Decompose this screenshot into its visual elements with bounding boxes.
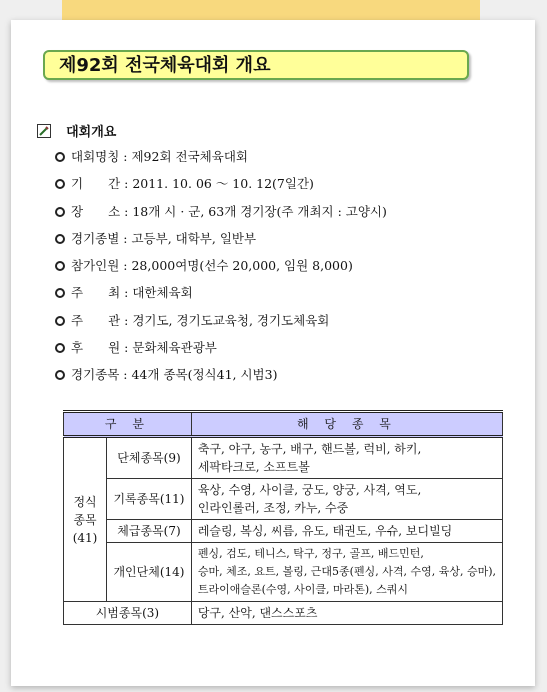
edit-icon [37,124,51,138]
events-cell [191,437,502,479]
list-item: 참가인원 : 28,000여명(선수 20,000, 임원 8,000) [55,257,387,284]
item-value: 제92회 전국체육대회 [131,149,248,164]
item-label: 주 관 [71,312,121,328]
item-label: 참가인원 [71,258,120,274]
circle-bullet-icon [55,234,65,244]
section-title: 대회개요 [66,125,117,140]
circle-bullet-icon [55,316,65,326]
category-cell: 체급종목(7) [107,520,192,543]
events-line: 승마, 체조, 요트, 볼링, 근대5종(펜싱, 사격, 수영, 육상, 승마), [197,565,496,578]
official-group-cell [64,437,107,602]
list-item: 대회명칭 : 제92회 전국체육대회 [55,148,387,175]
events-line: 트라이애슬론(수영, 사이클, 마라톤), 스쿼시 [197,583,409,596]
events-cell [191,479,502,520]
events-line: 인라인롤러, 조정, 카누, 수중 [197,501,349,515]
list-item: 후 원 : 문화체육관광부 [55,339,387,366]
events-cell [191,520,502,543]
overview-list [55,148,387,394]
list-item: 경기종별 : 고등부, 대학부, 일반부 [55,230,387,257]
table-row [64,543,503,602]
item-value: 2011. 10. 06 ～ 10. 12(7일간) [132,176,314,192]
item-value: 18개 시 · 군, 63개 경기장(주 개최지 : 고양시) [132,203,387,219]
item-label: 기 간 [71,176,121,192]
table-row [64,479,503,520]
category-cell: 기록종목(11) [107,479,192,520]
title-banner [43,50,469,80]
item-label: 대회명칭 [71,149,120,164]
events-line: 펜싱, 검도, 테니스, 탁구, 정구, 골프, 배드민턴, [197,547,424,560]
list-item: 주 관 : 경기도, 경기도교육청, 경기도체육회 [55,312,387,339]
circle-bullet-icon [55,288,65,298]
item-value: 문화체육관광부 [132,340,217,356]
events-line: 세팍타크로, 소프트볼 [197,460,310,474]
item-value: 경기도, 경기도교육청, 경기도체육회 [132,312,330,328]
item-label: 경기종목 [71,367,120,383]
item-value: 대한체육회 [132,285,193,301]
list-item: 기 간 : 2011. 10. 06 ～ 10. 12(7일간) [55,175,387,202]
category-cell: 단체종목(9) [107,437,192,479]
events-line: 레슬링, 복싱, 씨름, 유도, 태권도, 우슈, 보디빌딩 [197,524,453,538]
official-group-label: 정식종목 [73,494,97,527]
circle-bullet-icon [55,261,65,271]
item-value: 44개 종목(정식41, 시범3) [131,367,278,383]
events-line: 축구, 야구, 농구, 배구, 핸드볼, 럭비, 하키, [197,442,422,456]
table-row [64,437,503,479]
item-label: 경기종별 [71,230,120,246]
item-label: 주 최 [71,285,121,301]
list-item: 경기종목 : 44개 종목(정식41, 시범3) [55,366,387,393]
table-row [64,520,503,543]
section-header [37,120,116,138]
table-row [64,602,503,625]
table-header-row [64,412,503,437]
page-title: 제92회 전국체육대회 개요 [59,55,271,76]
item-value: 28,000여명(선수 20,000, 임원 8,000) [131,258,353,274]
item-label: 장 소 [71,203,121,219]
item-label: 후 원 [71,340,121,356]
official-group-count: (41) [72,530,98,545]
demo-category-cell: 시범종목(3) [64,602,192,625]
header-division: 구 분 [64,412,192,437]
events-table [63,410,503,625]
events-line: 육상, 수영, 사이클, 궁도, 양궁, 사격, 역도, [197,483,422,497]
circle-bullet-icon [55,370,65,380]
demo-events-cell: 당구, 산악, 댄스스포츠 [191,602,502,625]
circle-bullet-icon [55,152,65,162]
events-cell [191,543,502,602]
list-item: 주 최 : 대한체육회 [55,284,387,311]
category-cell: 개인단체(14) [107,543,192,602]
circle-bullet-icon [55,343,65,353]
header-events: 해 당 종 목 [191,412,502,437]
document-page [11,20,535,686]
circle-bullet-icon [55,179,65,189]
item-value: 고등부, 대학부, 일반부 [131,230,257,246]
circle-bullet-icon [55,207,65,217]
list-item: 장 소 : 18개 시 · 군, 63개 경기장(주 개최지 : 고양시) [55,203,387,230]
